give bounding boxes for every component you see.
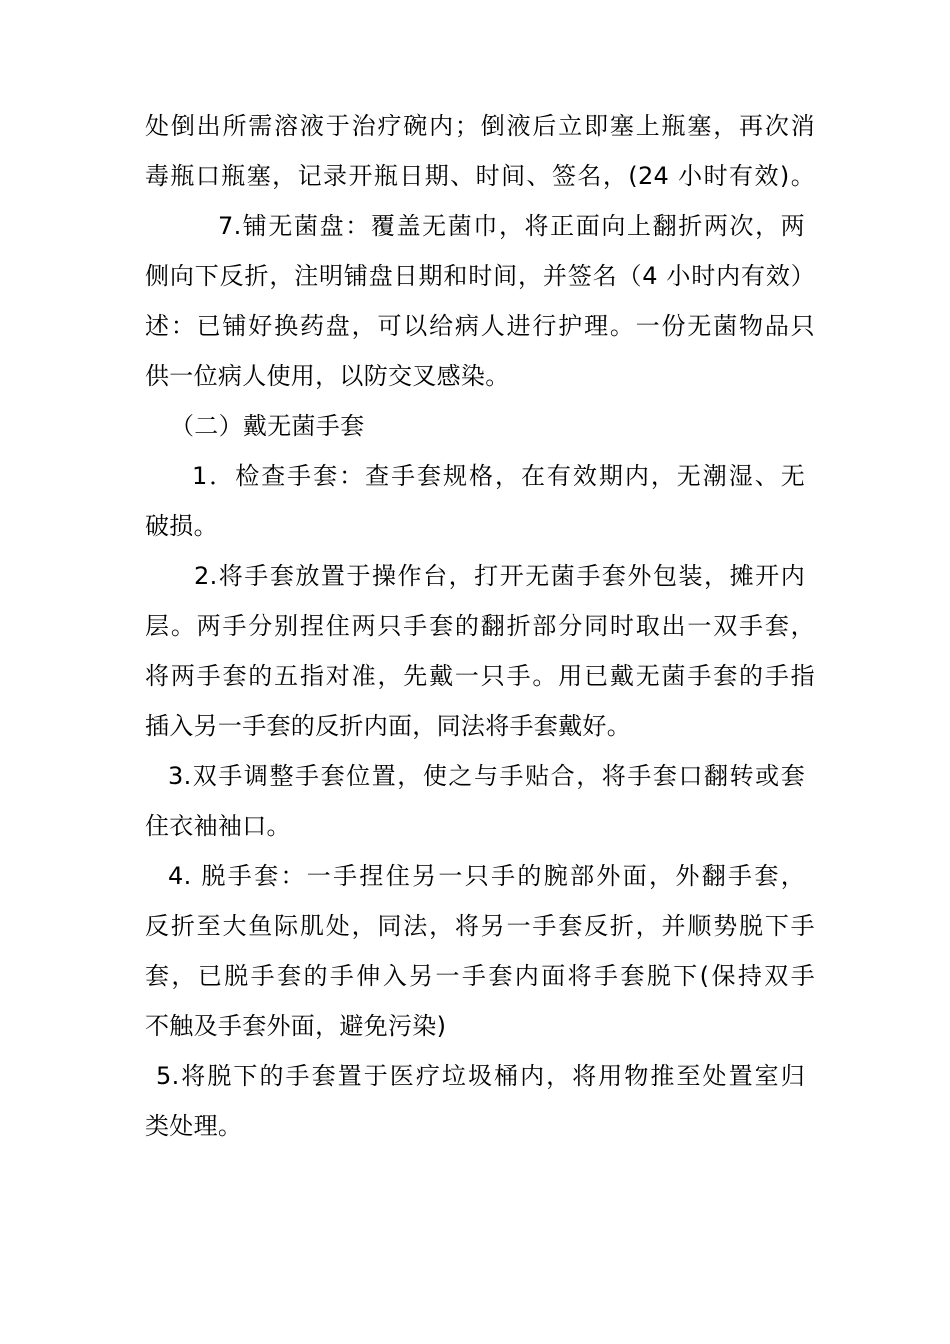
text-line-14: 3.双手调整手套位置，使之与手贴合，将手套口翻转或套 [168,762,805,790]
text-line-15: 住衣袖袖口。 [145,812,291,840]
text-line-3: 7.铺无菌盘：覆盖无菌巾，将正面向上翻折两次，两 [218,212,805,240]
text-line-11: 层。两手分别捏住两只手套的翻折部分同时取出一双手套， [145,612,815,640]
text-line-17: 反折至大鱼际肌处，同法，将另一手套反折，并顺势脱下手 [145,912,815,940]
text-line-10: 2.将手套放置于操作台，打开无菌手套外包装，摊开内 [194,562,805,590]
text-line-12: 将两手套的五指对准，先戴一只手。用已戴无菌手套的手指 [145,662,815,690]
section-heading: （二）戴无菌手套 [170,412,365,440]
text-line-4: 侧向下反折，注明铺盘日期和时间，并签名（4 小时内有效） [145,262,815,290]
text-line-5: 述：已铺好换药盘，可以给病人进行护理。一份无菌物品只 [145,312,815,340]
text-line-2: 毒瓶口瓶塞，记录开瓶日期、时间、签名，(24 小时有效)。 [145,162,815,190]
text-line-6: 供一位病人使用，以防交叉感染。 [145,362,510,390]
text-line-16: 4. 脱手套：一手捏住另一只手的腕部外面，外翻手套， [168,862,805,890]
text-line-20: 5.将脱下的手套置于医疗垃圾桶内，将用物推至处置室归 [156,1062,805,1090]
text-line-21: 类处理。 [145,1112,243,1140]
text-line-1: 处倒出所需溶液于治疗碗内；倒液后立即塞上瓶塞，再次消 [145,112,815,140]
text-line-18: 套，已脱手套的手伸入另一手套内面将手套脱下(保持双手 [145,962,815,990]
text-line-9: 破损。 [145,512,218,540]
text-line-8: 1．检查手套：查手套规格，在有效期内，无潮湿、无 [192,462,805,490]
text-line-13: 插入另一手套的反折内面，同法将手套戴好。 [145,712,631,740]
text-line-19: 不触及手套外面，避免污染) [145,1012,447,1040]
